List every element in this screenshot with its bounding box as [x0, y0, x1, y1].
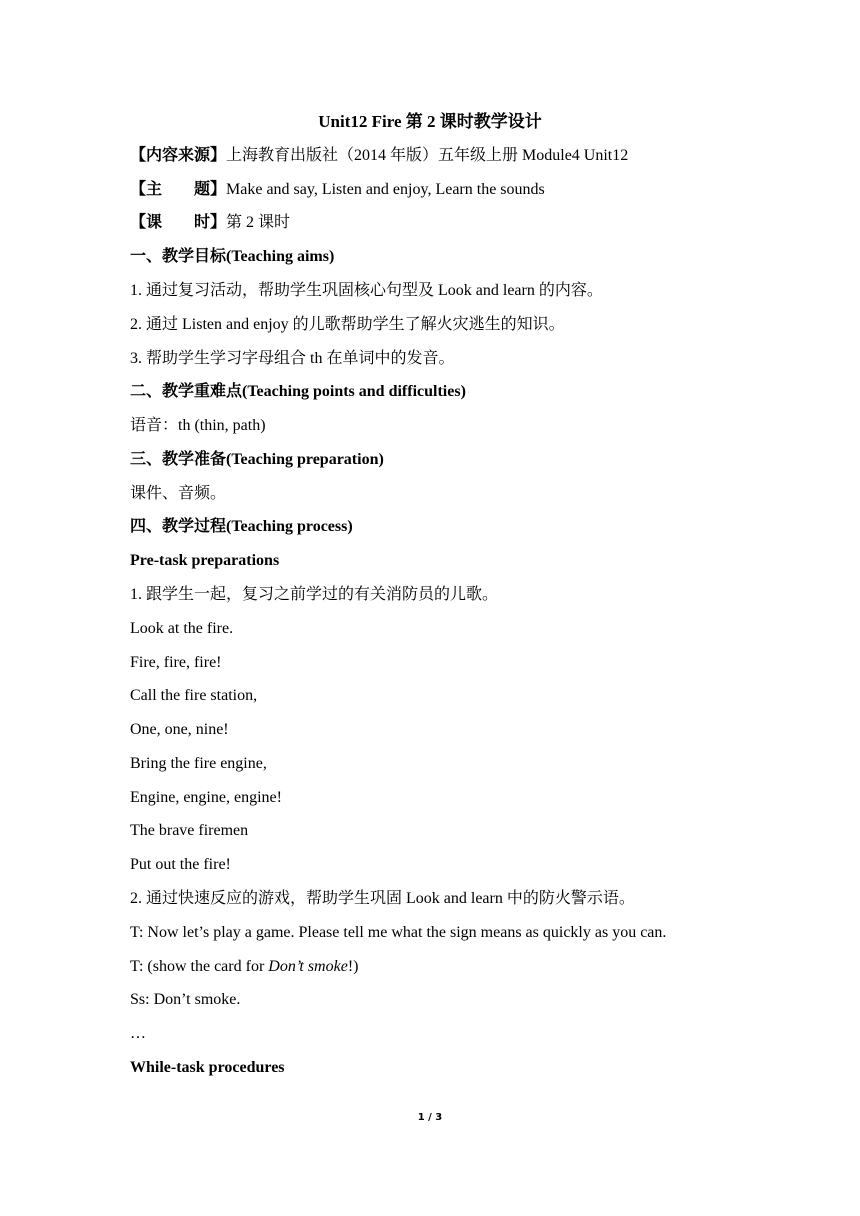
pre-task-heading: Pre-task preparations — [130, 552, 280, 569]
page-title: Unit12 Fire 第 2 课时教学设计 — [318, 112, 542, 131]
rhyme-line: Call the fire station, — [130, 687, 258, 704]
section1-heading: 一、教学目标(Teaching aims) — [130, 248, 335, 265]
step-2: 2. 通过快速反应的游戏，帮助学生巩固 Look and learn 中的防火警示语。 — [130, 890, 635, 907]
period-line — [130, 212, 290, 234]
ellipsis: … — [130, 1025, 146, 1042]
source-value: 上海教育出版社（2014 年版）五年级上册 Module4 Unit12 — [226, 147, 629, 164]
rhyme-line: Look at the fire. — [130, 620, 234, 637]
rhyme-line: Put out the fire! — [130, 856, 231, 873]
section2-heading: 二、教学重难点(Teaching points and difficulties) — [130, 383, 466, 400]
dialogue-line-3: Ss: Don’t smoke. — [130, 991, 241, 1008]
dialogue-2-italic: Don’t smoke — [268, 958, 348, 975]
dialogue-line-1: T: Now let’s play a game. Please tell me what the sign means as quickly as you can. — [130, 924, 667, 941]
period-value: 第 2 课时 — [226, 214, 291, 231]
section3-text: 课件、音频。 — [130, 485, 227, 502]
period-label: 【课 时】 — [130, 214, 227, 231]
source-line — [130, 145, 628, 167]
rhyme-line: One, one, nine! — [130, 721, 229, 738]
dialogue-line-2 — [130, 956, 358, 978]
section4-heading: 四、教学过程(Teaching process) — [130, 518, 353, 535]
aim-item-2: 2. 通过 Listen and enjoy 的儿歌帮助学生了解火灾逃生的知识。 — [130, 316, 565, 333]
topic-label: 【主 题】 — [130, 181, 227, 198]
section3-heading: 三、教学准备(Teaching preparation) — [130, 451, 384, 468]
rhyme-line: Bring the fire engine, — [130, 755, 267, 772]
dialogue-2-pre: T: (show the card for — [130, 958, 269, 975]
page-number: 1 / 3 — [417, 1112, 443, 1123]
source-label: 【内容来源】 — [130, 147, 227, 164]
topic-line — [130, 179, 545, 201]
step-1: 1. 跟学生一起，复习之前学过的有关消防员的儿歌。 — [130, 586, 499, 603]
aim-item-1: 1. 通过复习活动，帮助学生巩固核心句型及 Look and learn 的内容。 — [130, 282, 603, 299]
dialogue-2-post: !) — [347, 958, 359, 975]
rhyme-line: The brave firemen — [130, 822, 249, 839]
rhyme-line: Engine, engine, engine! — [130, 789, 282, 806]
while-task-heading: While-task procedures — [130, 1059, 285, 1076]
rhyme-line: Fire, fire, fire! — [130, 654, 222, 671]
aim-item-3: 3. 帮助学生学习字母组合 th 在单词中的发音。 — [130, 350, 455, 367]
section2-text: 语音：th (thin, path) — [130, 417, 266, 434]
topic-value: Make and say, Listen and enjoy, Learn the sounds — [226, 181, 545, 198]
